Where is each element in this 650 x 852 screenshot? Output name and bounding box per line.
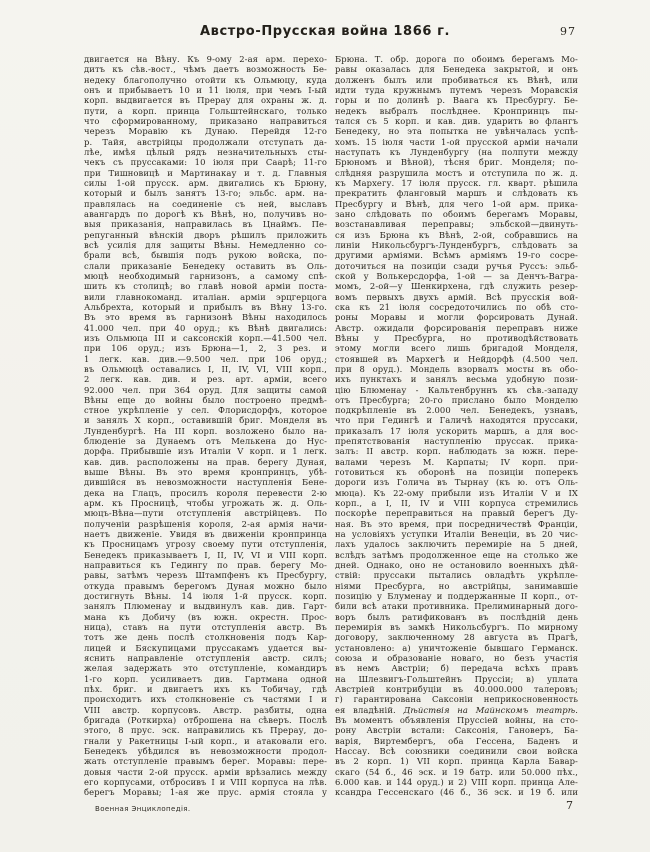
text-line: пѣх. бриг. и двигаетъ ихъ къ Тобичау, гдѣ bbox=[84, 684, 327, 695]
text-line: и занялъ X корп., оставившій бриг. Монделя въ bbox=[84, 415, 327, 426]
text-line: возстанавливая переправы; эльбской—двинуть- bbox=[335, 219, 578, 230]
text-line: мана къ Добичу (въ южн. окрестн. Прос- bbox=[84, 611, 327, 622]
text-line: 1-го корп. усиливаетъ див. Гартмана одной bbox=[84, 673, 327, 684]
text-line: залъ: II австр. корп. наблюдать за южн. пере- bbox=[335, 446, 578, 457]
text-line: при 8 оруд.). Мондель взорвалъ мосты въ обо- bbox=[335, 363, 578, 374]
text-line: въ 2 корп. 1) VII корп. принца Карла Бавар- bbox=[335, 756, 578, 767]
text-line: происходитъ ихъ столкновеніе съ частями I и bbox=[84, 694, 327, 705]
text-line: мюцъ-Вѣна—пути отступленія австрійцевъ. По bbox=[84, 508, 327, 519]
text-line: варія, Виртембергъ, оба Гессена, Баденъ и bbox=[335, 735, 578, 746]
text-line: занялъ Плюменау и выдвинулъ кав. див. Гарт- bbox=[84, 601, 327, 612]
text-line: гнали у Ракетницы І-ый корп., и атаковали его. bbox=[84, 735, 327, 746]
text-line: готовиться къ оборонѣ на позиціи поперекъ bbox=[335, 467, 578, 478]
text-line: 1 легк. кав. див.—9.500 чел. при 106 оруд.; bbox=[84, 353, 327, 364]
sheet-signature-number: 7 bbox=[566, 799, 573, 812]
text-line: полученіи разрѣшенія короля, 2-ая армія начи- bbox=[84, 518, 327, 529]
text-line: стное укрѣпленіе у сел. Флорисдорфъ, которое bbox=[84, 405, 327, 416]
footer-imprint: Военная Энциклопедія. bbox=[95, 805, 191, 813]
text-line: его корпусами, отбросивъ I и VIII корпуса на лѣв. bbox=[84, 776, 327, 787]
text-line: идти туда кружнымъ путемъ черезъ Моравскія bbox=[335, 84, 578, 95]
text-line: который и былъ занятъ 13-го; эльбс. арм. на- bbox=[84, 188, 327, 199]
text-line: лицей и Бяскупицами пруссакамъ удается вы- bbox=[84, 642, 327, 653]
text-line: перемирія въ замкѣ Никольсбургъ. По мирному bbox=[335, 622, 578, 633]
text-line: прекратить фланговый маршъ и слѣдовать къ bbox=[335, 188, 578, 199]
text-line: Лунденбургѣ. На III корп. возложено было на- bbox=[84, 425, 327, 436]
text-line: ся изъ Брюна къ Вѣнѣ, 2-ой, собравшись на bbox=[335, 229, 578, 240]
text-line: недекъ выбралъ послѣднее. Кронпринцъ пы- bbox=[335, 105, 578, 116]
text-line: вомъ первыхъ двухъ армій. Всѣ прусскія вой- bbox=[335, 291, 578, 302]
text-line: къ Просницамъ угрозу своему пути отступленія, bbox=[84, 539, 327, 550]
text-line: Вѣны у Пресбурга, но противодѣйствовать bbox=[335, 332, 578, 343]
text-line: правлялась на соединеніе съ ней, выславъ bbox=[84, 198, 327, 209]
text-line: дороги изъ Голича въ Тырнау (къ ю. отъ Оль- bbox=[335, 477, 578, 488]
page-number: 97 bbox=[560, 25, 576, 38]
text-line: тотъ же день послѣ столкновенія подъ Кар- bbox=[84, 632, 327, 643]
text-line: подкрѣпленіе въ 2.000 чел. Бенедекъ, узнавъ, bbox=[335, 405, 578, 416]
text-line: Пресбургу и Вѣнѣ, для чего 1-ой арм. прика- bbox=[335, 198, 578, 209]
text-line: вили главнокоманд. италіан. арміи эрцгерцога bbox=[84, 291, 327, 302]
text-line: мюцѣ необходимый гарнизонъ, а самому спѣ- bbox=[84, 270, 327, 281]
right-column bbox=[335, 54, 578, 798]
text-line: валами черезъ М. Карпаты; IV корп. при- bbox=[335, 456, 578, 467]
text-line: другими арміями. Всѣмъ арміямъ 19-го сосре- bbox=[335, 250, 578, 261]
text-line: поскорѣе переправиться на правый берегъ Ду- bbox=[335, 508, 578, 519]
text-line: стоявшей въ Мархегѣ и Нейдорфѣ (4.500 чел. bbox=[335, 353, 578, 364]
text-line: 92.000 чел. при 364 оруд. Для защиты самой bbox=[84, 384, 327, 395]
text-line: достигнуть Вѣны. 14 іюля 1-й прусск. корп. bbox=[84, 591, 327, 602]
text-line: договору, заключенному 28 августа въ Прагѣ, bbox=[335, 632, 578, 643]
text-line: доточиться на позиціи сзади ручья Руссъ: эльб- bbox=[335, 260, 578, 271]
text-line: мюца). Къ 22-ому прибыли изъ Италіи V и IX bbox=[335, 487, 578, 498]
text-line: воръ былъ ратификованъ въ послѣдній день bbox=[335, 611, 578, 622]
text-line: онъ и прибываетъ 10 и 11 іюля, при чемъ І-ый bbox=[84, 84, 327, 95]
text-line: г) гарантирована Саксоніи неприкосновенность bbox=[335, 694, 578, 705]
text-line: Нассау. Всѣ союзники соединили свои войска bbox=[335, 745, 578, 756]
text-line: слали приказаніе Бенедеку оставить въ Оль- bbox=[84, 260, 327, 271]
text-line: на Шлезвигъ-Гольштейнъ Пруссіи; в) уплата bbox=[335, 673, 578, 684]
text-line: къ Мархегу. 17 іюля прусск. гл. кварт. рѣшила bbox=[335, 177, 578, 188]
text-line: всѣ усилія для защиты Вѣны. Немедленно со- bbox=[84, 239, 327, 250]
text-line: хомъ. 15 іюля части 1-ой прусской арміи начали bbox=[335, 136, 578, 147]
text-line: горы и по долинѣ р. Ваага къ Пресбургу. Бе- bbox=[335, 95, 578, 106]
text-line: въ немъ Австріи; б) передача всѣхъ правъ bbox=[335, 663, 578, 674]
text-line: блюденіе за Дунаемъ отъ Мелькена до Нус- bbox=[84, 436, 327, 447]
text-line: корп. выдвигается въ Прерау для охраны ж. д. bbox=[84, 95, 327, 106]
text-line: роны Моравы и могли форсировать Дунай. bbox=[335, 312, 578, 323]
text-line: равы оказалась для Бенедека закрытой, и онъ bbox=[335, 64, 578, 75]
text-line: бригада (Роткирха) отброшена на сѣверъ. Послѣ bbox=[84, 715, 327, 725]
text-line: Брюномъ и Вѣной), тѣсня бриг. Монделя; по- bbox=[335, 157, 578, 168]
text-line: корп., а I, II, IV и VIII корпуса стремились bbox=[335, 498, 578, 509]
page-title: Австро-Прусская война 1866 г. bbox=[199, 24, 451, 39]
text-line: равы, затѣмъ черезъ Штампфенъ къ Пресбургу, bbox=[84, 570, 327, 581]
text-line: выя приказанія, направилась въ Цнаймъ. Пе- bbox=[84, 219, 327, 230]
text-line: Австр. ожидали форсированія переправъ ниже bbox=[335, 322, 578, 333]
text-line: наступать къ Лунденбургу (на полпути между bbox=[335, 146, 578, 157]
text-line: момъ, 2-ой—у Шенкирхена, гдѣ служить резер- bbox=[335, 281, 578, 292]
text-line: цію Блюменау - Кальтенбруннъ къ сѣв.-западу bbox=[335, 384, 578, 395]
text-line: жать отступленіе правымъ берег. Моравы: пере- bbox=[84, 756, 327, 767]
text-line: репуганный вѣнскій дворъ рѣшилъ приложить bbox=[84, 229, 327, 240]
text-line: авангардъ по дорогѣ къ Вѣнѣ, но, получивъ но- bbox=[84, 208, 327, 219]
text-line: рону Австріи встали: Саксонія, Гановеръ, Ба- bbox=[335, 725, 578, 736]
text-line: берегъ Моравы; 1-ая же прус. армія стояла у bbox=[84, 787, 327, 798]
text-line: наетъ движеніе. Увидя въ движеніи кронпринца bbox=[84, 529, 327, 540]
text-line: слѣдняя разрушила мостъ и отступила по ж. д. bbox=[335, 167, 578, 178]
text-line: Альбрехта, который и прибылъ въ Вѣну 13-го. bbox=[84, 301, 327, 312]
text-line: р. Тайя, австрійцы продолжали отступать да- bbox=[84, 136, 327, 147]
text-line: въ Ольмюцѣ оставались I, II, IV, VI, VIII корп., bbox=[84, 363, 327, 374]
text-line: позицію у Блуменау и поддержанные II корп., от- bbox=[335, 591, 578, 602]
text-line: желая задержать это отступленіе, командиръ bbox=[84, 663, 327, 674]
text-line: препятствованія наступленію пруссак. прика- bbox=[335, 436, 578, 447]
text-line: изъ Ольмюца III и саксонскій корп.—41.500 чел. bbox=[84, 332, 327, 343]
text-line: ихъ пунктахъ и занялъ весьма удобную пози- bbox=[335, 374, 578, 385]
text-line: Бенедеку, но эта попытка не увѣнчалась успѣ- bbox=[335, 126, 578, 137]
text-line: лѣе, имѣя цѣлый рядъ незначительныхъ сты- bbox=[84, 146, 327, 157]
text-line: дитъ къ сѣв.-вост., чѣмъ даетъ возможность Бе- bbox=[84, 64, 327, 75]
text-line: дней. Однако, оно не остановило военныхъ дѣй- bbox=[335, 560, 578, 571]
text-line: что при Гедингѣ и Галичѣ находятся пруссаки, bbox=[335, 415, 578, 426]
text-line: дившійся въ невозможности наступленія Бене- bbox=[84, 477, 327, 488]
text-line: тался съ 5 корп. и кав. див. ударить во флангъ bbox=[335, 115, 578, 126]
text-line: ксандра Гессенскаго (46 б., 36 эск. и 19 б. или bbox=[335, 787, 578, 798]
text-line: откуда правымъ берегомъ Дуная можно было bbox=[84, 580, 327, 591]
text-line: довыя части 2-ой прусск. арміи врѣзались между bbox=[84, 766, 327, 777]
text-line: Бенедекъ убѣдился въ невозможности продол- bbox=[84, 745, 327, 756]
text-line: приказалъ 17 іюля ускорить маршъ, а для вос- bbox=[335, 425, 578, 436]
text-line: лахъ удалось заключить перемиріе на 5 дней, bbox=[335, 539, 578, 550]
text-line: зано слѣдовать по обоимъ берегамъ Моравы, bbox=[335, 208, 578, 219]
text-line: силы 1-ой прусск. арм. двигались къ Брюну, bbox=[84, 177, 327, 188]
text-line: яснить направленіе отступленія австр. силъ; bbox=[84, 653, 327, 664]
text-line: черезъ Моравію къ Дунаю. Перейдя 12-го bbox=[84, 126, 327, 137]
text-line: арм. къ Просницѣ, чтобы угрожать ж. д. Оль- bbox=[84, 498, 327, 509]
text-line: ная. Въ это время, при посредничествѣ Франціи, bbox=[335, 518, 578, 529]
text-line: линіи Никольсбургъ-Лунденбургъ, слѣдовать за bbox=[335, 239, 578, 250]
text-line: Въ моментъ объявленія Пруссіей войны, на сто- bbox=[335, 715, 578, 725]
text-line: при Тишновицѣ и Мартинакау и т. д. Главныя bbox=[84, 167, 327, 178]
text-line: ница), ставъ на пути отступленія австр. Въ bbox=[84, 622, 327, 633]
text-line: установлено: а) уничтоженіе бывшаго Германск. bbox=[335, 642, 578, 653]
text-line: 41.000 чел. при 40 оруд.; къ Вѣнѣ двигались: bbox=[84, 322, 327, 333]
text-line: вслѣдъ затѣмъ продолженное еще на столько же bbox=[335, 549, 578, 560]
text-line: направиться къ Гедингу по прав. берегу Мо- bbox=[84, 560, 327, 571]
text-line: VIII австр. корпусовъ. Австр. разбиты, одна bbox=[84, 704, 327, 715]
text-line: дека на Глацъ, просилъ короля перевести 2-ю bbox=[84, 487, 327, 498]
text-columns bbox=[84, 54, 578, 798]
text-line: Въ это время въ гарнизонѣ Вѣны находилось bbox=[84, 312, 327, 323]
text-line: выше Вѣны. Въ это время кронпринцъ, убѣ- bbox=[84, 467, 327, 478]
text-line: кав. див. расположены на прав. берегу Дуная, bbox=[84, 456, 327, 467]
text-line: ствій: пруссаки пытались овладѣть укрѣпле- bbox=[335, 570, 578, 581]
text-line: брали всѣ, бывшія подъ рукою войска, по- bbox=[84, 250, 327, 261]
text-line: Брюна. Т. обр. дорога по обоимъ берегамъ Мо- bbox=[335, 54, 578, 64]
text-line: скаго (54 б., 46 эск. и 19 батр. или 50.000 пѣх., bbox=[335, 766, 578, 777]
text-line: на условіяхъ уступки Италіи Венеціи, въ 20 чис- bbox=[335, 529, 578, 540]
text-line: недеку благополучно отойти къ Ольмюцу, куда bbox=[84, 74, 327, 85]
text-line: отъ Пресбурга; 20-го прислано было Монделю bbox=[335, 394, 578, 405]
text-line: чекъ съ пруссаками: 10 іюля при Саарѣ; 11-го bbox=[84, 157, 327, 168]
text-line: 6.000 кав. и 144 оруд.) и 2) VIII корп. принца Але- bbox=[335, 776, 578, 787]
text-line: этого, 8 прус. эск. направились къ Прерау, до- bbox=[84, 725, 327, 736]
text-line: долженъ былъ или пробиваться къ Вѣнѣ, или bbox=[335, 74, 578, 85]
text-line: двигается на Вѣну. Къ 9-ому 2-ая арм. перехо- bbox=[84, 54, 327, 64]
text-line: дорфа. Прибывшіе изъ Италіи V корп. и 1 легк. bbox=[84, 446, 327, 457]
text-line: ея владѣній. Дѣйствія на Майнскомъ театрѣ. bbox=[335, 704, 578, 715]
text-line: пути, а корп. принца Гольштейнскаго, только bbox=[84, 105, 327, 116]
text-line: Вѣны еще до войны было построено предмѣ- bbox=[84, 394, 327, 405]
text-line: союза и образованіе новаго, но безъ участія bbox=[335, 653, 578, 664]
text-line: 2 легк. кав. див. и рез. арт. арміи, всего bbox=[84, 374, 327, 385]
left-column bbox=[84, 54, 327, 798]
text-line: при 106 оруд.; изъ Брюна—1, 2, 3 рез. и bbox=[84, 343, 327, 354]
text-line: ской у Волькерсдорфа, 1-ой — за Денчъ-Вагра- bbox=[335, 270, 578, 281]
text-line: били всѣ атаки противника. Прелиминарный дого- bbox=[335, 601, 578, 612]
text-line: что сформированному, приказано направиться bbox=[84, 115, 327, 126]
text-line: шить къ столицѣ; во главѣ новой арміи поста- bbox=[84, 281, 327, 292]
text-line: ніями Пресбурга, но австрійцы, занимавшіе bbox=[335, 580, 578, 591]
text-line: Австріей контрибуціи въ 40.000.000 талеровъ; bbox=[335, 684, 578, 695]
text-line: Бенедекъ приказываетъ I, II, IV, VI и VIII корп. bbox=[84, 549, 327, 560]
text-line: ска къ 21 іюля сосредоточились по обѣ сто- bbox=[335, 301, 578, 312]
text-line: этому могли всего лишь бригадой Монделя, bbox=[335, 343, 578, 354]
